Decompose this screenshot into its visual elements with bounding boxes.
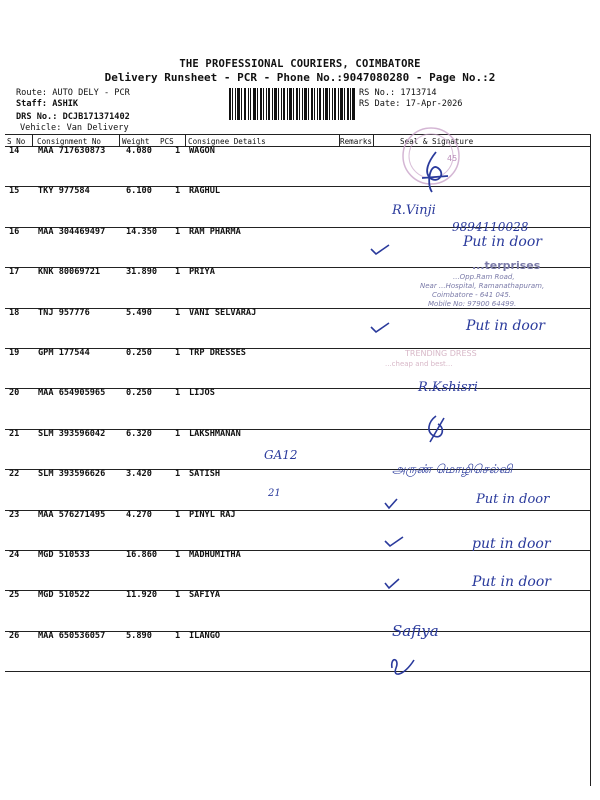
drs-number: DRS No.: DCJB171371402: [16, 112, 130, 122]
col-divider: [185, 134, 186, 146]
cell-consignee: RAGHUL: [189, 186, 221, 197]
cell-weight: 16.860: [126, 550, 158, 560]
cell-pcs: 1: [175, 509, 181, 520]
cell-sno: 23: [9, 509, 20, 520]
cell-consignee: VANI SELVARAJ: [189, 307, 257, 318]
cell-weight: 5.490: [126, 307, 152, 318]
handwritten-remark: put in door: [472, 536, 551, 552]
cell-sno: 14: [9, 146, 20, 156]
cell-pcs: 1: [175, 348, 181, 358]
handwritten-receiver: Safiya: [392, 622, 439, 640]
cell-weight: 14.350: [126, 226, 158, 237]
cell-consignee: PRIYA: [189, 267, 215, 278]
handwritten-receiver: R.Vinji: [392, 203, 436, 218]
runsheet-subtitle: Delivery Runsheet - PCR - Phone No.:9047080280 - Page No.:2: [104, 71, 496, 84]
route-label: Route: AUTO DELY - PCR: [16, 88, 130, 98]
col-header-weight: Weight: [122, 137, 150, 146]
cell-sno: 26: [9, 630, 20, 641]
rs-number: RS No.: 1713714: [359, 88, 437, 98]
signature-scribble: [386, 650, 420, 684]
cell-weight: 6.320: [126, 428, 152, 439]
cell-consignment: MGD 510533: [38, 550, 90, 560]
rs-date: RS Date: 17-Apr-2026: [359, 99, 463, 109]
cell-weight: 0.250: [126, 388, 152, 399]
cell-weight: 3.420: [126, 469, 152, 480]
cell-sno: 25: [9, 590, 20, 601]
staff-label: Staff: ASHIK: [16, 99, 79, 109]
cell-pcs: 1: [175, 388, 181, 399]
cell-consignee: MADHUMITHA: [189, 550, 241, 560]
table-row: [5, 146, 591, 186]
runsheet-title: THE PROFESSIONAL COURIERS, COIMBATORE: [179, 58, 421, 70]
col-header-seal: Seal & Signature: [400, 137, 474, 146]
cell-consignee: WAGON: [189, 146, 215, 156]
cell-consignment: MAA 304469497: [38, 226, 106, 237]
cell-consignment: MAA 650536057: [38, 630, 106, 641]
cell-consignee: SAFIYA: [189, 590, 221, 601]
cell-consignment: SLM 393596042: [38, 428, 106, 439]
cell-consignee: LIJOS: [189, 388, 215, 399]
handwritten-receiver: R.Kshisri: [418, 380, 478, 395]
cell-pcs: 1: [175, 550, 181, 560]
cell-consignee: TRP DRESSES: [189, 348, 246, 358]
cell-sno: 16: [9, 226, 20, 237]
cell-consignment: TNJ 957776: [38, 307, 90, 318]
barcode: [229, 88, 355, 120]
handwritten-remark: Put in door: [472, 574, 551, 590]
col-header-pcs: PCS: [160, 137, 174, 146]
handwritten-phone: 9894110028: [452, 220, 529, 234]
cell-pcs: 1: [175, 307, 181, 318]
cell-sno: 24: [9, 550, 20, 560]
cell-consignment: KNK 80069721: [38, 267, 101, 278]
handwritten-receiver: அருண் மொழிசெல்வி: [392, 462, 513, 476]
cell-pcs: 1: [175, 226, 181, 237]
cell-pcs: 1: [175, 267, 181, 278]
cell-consignee: LAKSHMANAN: [189, 428, 241, 439]
cell-weight: 5.890: [126, 630, 152, 641]
cell-consignment: MAA 576271495: [38, 509, 106, 520]
check-icon: [370, 322, 390, 334]
stamp-address-line: Near ...Hospital, Ramanathapuram,: [420, 282, 545, 290]
check-icon: [384, 498, 398, 510]
enterprise-stamp-title: ...terprises: [472, 259, 541, 272]
cell-consignee: PINYL RAJ: [189, 509, 236, 520]
col-header-consignee: Consignee Details: [188, 137, 266, 146]
stamp-address-line: ...Opp.Ram Road,: [453, 273, 515, 281]
col-divider: [373, 134, 374, 146]
vehicle-label: Vehicle: Van Delivery: [20, 123, 129, 133]
check-icon: [370, 244, 390, 256]
table-row: [5, 631, 591, 671]
cell-pcs: 1: [175, 590, 181, 601]
cell-weight: 11.920: [126, 590, 158, 601]
col-divider: [119, 134, 120, 146]
col-header-remarks: Remarks: [340, 137, 373, 146]
cell-sno: 21: [9, 428, 20, 439]
handwritten-note: 21: [268, 488, 281, 499]
cell-consignment: MAA 654905965: [38, 388, 106, 399]
cell-sno: 18: [9, 307, 20, 318]
cell-consignment: GPM 177544: [38, 348, 90, 358]
stamp-address-line: Mobile No: 97900 64499.: [428, 300, 517, 308]
seal-number: 45: [447, 154, 458, 163]
col-divider: [32, 134, 33, 146]
cell-pcs: 1: [175, 630, 181, 641]
cell-consignee: RAM PHARMA: [189, 226, 241, 237]
signature-scribble: [420, 412, 452, 448]
signature-scribble: [418, 148, 452, 196]
header-top-rule: [5, 134, 591, 135]
cell-consignment: MGD 510522: [38, 590, 90, 601]
handwritten-remark: Put in door: [463, 234, 542, 250]
cell-consignee: SATISH: [189, 469, 221, 480]
cell-pcs: 1: [175, 469, 181, 480]
handwritten-remark: Put in door: [476, 492, 550, 507]
cell-weight: 4.270: [126, 509, 152, 520]
row-separator: [5, 671, 591, 672]
col-header-consignment: Consignment No: [37, 137, 102, 146]
cell-consignment: TKY 977584: [38, 186, 90, 197]
table-row: [5, 388, 591, 428]
cell-sno: 15: [9, 186, 20, 197]
handwritten-remark: Put in door: [466, 318, 545, 334]
cell-weight: 0.250: [126, 348, 152, 358]
handwritten-note: GA12: [264, 448, 298, 462]
cell-sno: 22: [9, 469, 20, 480]
cell-weight: 6.100: [126, 186, 152, 197]
faded-stamp: TRENDING DRESS: [405, 349, 477, 358]
table-row: [5, 348, 591, 388]
check-icon: [384, 536, 404, 548]
cell-consignment: MAA 717630873: [38, 146, 106, 156]
cell-sno: 20: [9, 388, 20, 399]
cell-consignee: ILANGO: [189, 630, 221, 641]
col-header-sno: S No: [7, 137, 26, 146]
check-icon: [384, 578, 400, 590]
cell-pcs: 1: [175, 146, 181, 156]
cell-weight: 4.080: [126, 146, 152, 156]
cell-sno: 19: [9, 348, 20, 358]
faded-stamp: ...cheap and best...: [385, 360, 453, 368]
cell-pcs: 1: [175, 428, 181, 439]
stamp-address-line: Coimbatore - 641 045.: [432, 291, 512, 299]
cell-consignment: SLM 393596626: [38, 469, 106, 480]
cell-sno: 17: [9, 267, 20, 278]
cell-weight: 31.890: [126, 267, 158, 278]
cell-pcs: 1: [175, 186, 181, 197]
table-row: [5, 590, 591, 630]
